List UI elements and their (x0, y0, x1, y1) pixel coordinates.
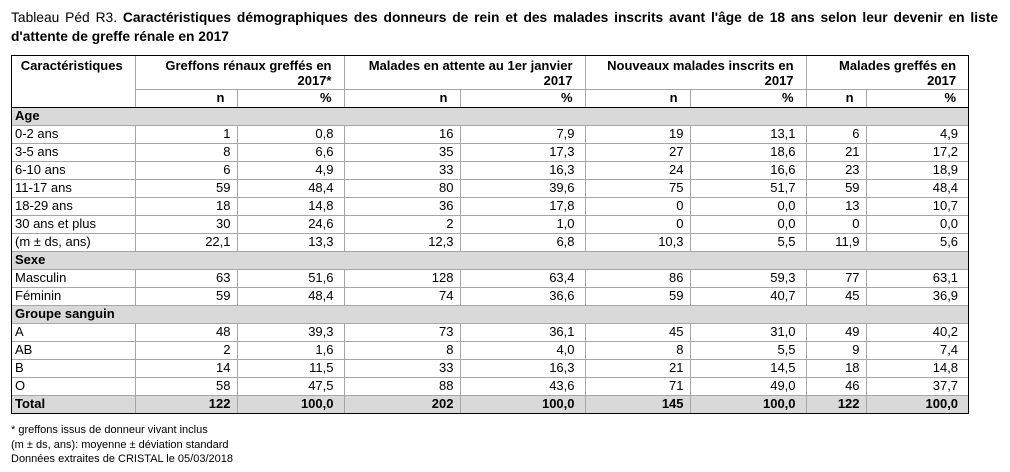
table-row (12, 179, 968, 197)
value-nouveaux-pct: 59,3 (690, 269, 806, 287)
value-greffons-pct: 48,4 (237, 179, 344, 197)
subheader-n: n (806, 89, 866, 107)
value-nouveaux-n: 59 (585, 287, 690, 305)
value-nouveaux-pct: 31,0 (690, 323, 806, 341)
value-attente-pct: 17,8 (460, 197, 585, 215)
table-row (12, 161, 968, 179)
value-nouveaux-n: 0 (585, 215, 690, 233)
row-label: 0-2 ans (12, 125, 135, 143)
total-greffons-n: 122 (135, 395, 237, 413)
header-row-units (12, 89, 968, 107)
value-greffes-pct: 5,6 (866, 233, 968, 251)
table-row (12, 125, 968, 143)
value-attente-pct: 17,3 (460, 143, 585, 161)
value-greffes-n: 59 (806, 179, 866, 197)
table-frame (11, 55, 969, 414)
value-greffes-n: 18 (806, 359, 866, 377)
value-nouveaux-pct: 13,1 (690, 125, 806, 143)
total-greffons-pct: 100,0 (237, 395, 344, 413)
value-nouveaux-n: 27 (585, 143, 690, 161)
value-greffes-pct: 4,9 (866, 125, 968, 143)
total-nouveaux-n: 145 (585, 395, 690, 413)
section-label: Age (12, 107, 968, 125)
value-greffes-n: 77 (806, 269, 866, 287)
total-attente-pct: 100,0 (460, 395, 585, 413)
value-greffons-pct: 14,8 (237, 197, 344, 215)
value-greffes-pct: 48,4 (866, 179, 968, 197)
value-attente-n: 74 (344, 287, 460, 305)
value-nouveaux-n: 45 (585, 323, 690, 341)
value-greffons-pct: 1,6 (237, 341, 344, 359)
value-nouveaux-pct: 51,7 (690, 179, 806, 197)
table-row (12, 323, 968, 341)
row-label: 30 ans et plus (12, 215, 135, 233)
value-nouveaux-pct: 18,6 (690, 143, 806, 161)
value-attente-pct: 63,4 (460, 269, 585, 287)
value-attente-pct: 36,6 (460, 287, 585, 305)
value-attente-n: 73 (344, 323, 460, 341)
value-greffons-n: 59 (135, 179, 237, 197)
subheader-n: n (344, 89, 460, 107)
value-greffes-pct: 17,2 (866, 143, 968, 161)
value-greffes-pct: 36,9 (866, 287, 968, 305)
subheader-percent: % (460, 89, 585, 107)
value-nouveaux-n: 71 (585, 377, 690, 395)
section-row-sexe (12, 251, 968, 269)
value-greffons-pct: 0,8 (237, 125, 344, 143)
footnote: Données extraites de CRISTAL le 05/03/2018 (11, 453, 233, 465)
footnote: * greffons issus de donneur vivant inclus (11, 424, 208, 436)
value-attente-pct: 7,9 (460, 125, 585, 143)
value-nouveaux-n: 19 (585, 125, 690, 143)
row-label-total: Total (12, 395, 135, 413)
value-attente-n: 80 (344, 179, 460, 197)
value-attente-pct: 16,3 (460, 161, 585, 179)
section-label: Sexe (12, 251, 968, 269)
value-greffes-n: 11,9 (806, 233, 866, 251)
table-row (12, 215, 968, 233)
value-nouveaux-pct: 49,0 (690, 377, 806, 395)
value-nouveaux-pct: 40,7 (690, 287, 806, 305)
value-greffes-n: 0 (806, 215, 866, 233)
subheader-percent: % (237, 89, 344, 107)
value-greffons-n: 2 (135, 341, 237, 359)
value-greffons-n: 63 (135, 269, 237, 287)
value-greffons-pct: 39,3 (237, 323, 344, 341)
total-row (12, 395, 968, 413)
value-greffons-n: 22,1 (135, 233, 237, 251)
value-greffes-pct: 37,7 (866, 377, 968, 395)
value-greffons-pct: 13,3 (237, 233, 344, 251)
subheader-n: n (585, 89, 690, 107)
value-attente-pct: 1,0 (460, 215, 585, 233)
subheader-n: n (135, 89, 237, 107)
footnote: (m ± ds, ans): moyenne ± déviation standard (11, 438, 229, 451)
total-greffes-n: 122 (806, 395, 866, 413)
value-nouveaux-n: 24 (585, 161, 690, 179)
row-label: (m ± ds, ans) (12, 233, 135, 251)
table-row (12, 233, 968, 251)
value-greffes-n: 9 (806, 341, 866, 359)
table-row (12, 341, 968, 359)
value-greffes-pct: 0,0 (866, 215, 968, 233)
column-group-header-greffes: Malades greffés en 2017 (806, 56, 968, 89)
table-caption: Caractéristiques démographiques des donneurs de rein et des malades inscrits avant l'âge de 18 ans selon leur devenir en liste d'attente de greffe rénale en 2017 (11, 10, 999, 44)
row-label: 3-5 ans (12, 143, 135, 161)
value-attente-n: 8 (344, 341, 460, 359)
value-greffons-n: 18 (135, 197, 237, 215)
value-greffes-n: 23 (806, 161, 866, 179)
value-greffons-n: 8 (135, 143, 237, 161)
column-header-characteristics: Caractéristiques (12, 56, 135, 107)
value-greffons-n: 30 (135, 215, 237, 233)
value-greffons-pct: 4,9 (237, 161, 344, 179)
value-greffes-n: 21 (806, 143, 866, 161)
value-greffons-pct: 24,6 (237, 215, 344, 233)
value-nouveaux-pct: 16,6 (690, 161, 806, 179)
section-row-age (12, 107, 968, 125)
table-title (11, 8, 998, 46)
value-attente-pct: 6,8 (460, 233, 585, 251)
row-label: Masculin (12, 269, 135, 287)
section-row-groupe-sanguin (12, 305, 968, 323)
value-attente-n: 12,3 (344, 233, 460, 251)
row-label: Féminin (12, 287, 135, 305)
value-greffons-n: 59 (135, 287, 237, 305)
total-attente-n: 202 (344, 395, 460, 413)
value-greffons-pct: 48,4 (237, 287, 344, 305)
value-greffes-pct: 18,9 (866, 161, 968, 179)
table-number: Tableau Péd R3. (11, 10, 118, 25)
table-row (12, 143, 968, 161)
value-nouveaux-pct: 14,5 (690, 359, 806, 377)
footnotes (11, 423, 611, 467)
value-greffons-n: 14 (135, 359, 237, 377)
row-label: A (12, 323, 135, 341)
value-greffes-pct: 14,8 (866, 359, 968, 377)
column-group-header-attente: Malades en attente au 1er janvier 2017 (344, 56, 585, 89)
value-nouveaux-pct: 0,0 (690, 197, 806, 215)
value-greffons-pct: 51,6 (237, 269, 344, 287)
value-greffons-n: 6 (135, 161, 237, 179)
total-nouveaux-pct: 100,0 (690, 395, 806, 413)
value-greffes-n: 6 (806, 125, 866, 143)
row-label: B (12, 359, 135, 377)
value-nouveaux-n: 10,3 (585, 233, 690, 251)
row-label: 6-10 ans (12, 161, 135, 179)
value-nouveaux-n: 86 (585, 269, 690, 287)
value-attente-n: 33 (344, 359, 460, 377)
value-attente-n: 2 (344, 215, 460, 233)
subheader-percent: % (690, 89, 806, 107)
table-row (12, 359, 968, 377)
value-nouveaux-pct: 0,0 (690, 215, 806, 233)
value-nouveaux-n: 21 (585, 359, 690, 377)
row-label: O (12, 377, 135, 395)
value-attente-n: 128 (344, 269, 460, 287)
value-nouveaux-pct: 5,5 (690, 233, 806, 251)
total-greffes-pct: 100,0 (866, 395, 968, 413)
value-greffes-pct: 63,1 (866, 269, 968, 287)
row-label: AB (12, 341, 135, 359)
value-greffons-pct: 47,5 (237, 377, 344, 395)
value-attente-n: 16 (344, 125, 460, 143)
value-greffes-n: 46 (806, 377, 866, 395)
value-attente-pct: 36,1 (460, 323, 585, 341)
value-attente-pct: 4,0 (460, 341, 585, 359)
value-attente-n: 36 (344, 197, 460, 215)
value-attente-pct: 39,6 (460, 179, 585, 197)
value-greffes-pct: 40,2 (866, 323, 968, 341)
table-row (12, 269, 968, 287)
value-greffons-n: 58 (135, 377, 237, 395)
value-greffes-n: 49 (806, 323, 866, 341)
column-group-header-greffons: Greffons rénaux greffés en 2017* (135, 56, 344, 89)
value-greffons-n: 48 (135, 323, 237, 341)
section-label: Groupe sanguin (12, 305, 968, 323)
value-attente-pct: 16,3 (460, 359, 585, 377)
value-attente-n: 33 (344, 161, 460, 179)
value-greffons-pct: 11,5 (237, 359, 344, 377)
table-row (12, 287, 968, 305)
value-nouveaux-n: 75 (585, 179, 690, 197)
value-attente-pct: 43,6 (460, 377, 585, 395)
value-greffes-n: 45 (806, 287, 866, 305)
row-label: 11-17 ans (12, 179, 135, 197)
value-attente-n: 35 (344, 143, 460, 161)
value-nouveaux-n: 8 (585, 341, 690, 359)
header-row-groups (12, 56, 968, 89)
demographics-table (12, 56, 968, 413)
value-greffons-pct: 6,6 (237, 143, 344, 161)
value-nouveaux-pct: 5,5 (690, 341, 806, 359)
subheader-percent: % (866, 89, 968, 107)
value-greffes-pct: 7,4 (866, 341, 968, 359)
value-greffes-pct: 10,7 (866, 197, 968, 215)
value-nouveaux-n: 0 (585, 197, 690, 215)
table-row (12, 377, 968, 395)
value-greffons-n: 1 (135, 125, 237, 143)
table-row (12, 197, 968, 215)
column-group-header-nouveaux: Nouveaux malades inscrits en 2017 (585, 56, 806, 89)
value-attente-n: 88 (344, 377, 460, 395)
value-greffes-n: 13 (806, 197, 866, 215)
row-label: 18-29 ans (12, 197, 135, 215)
